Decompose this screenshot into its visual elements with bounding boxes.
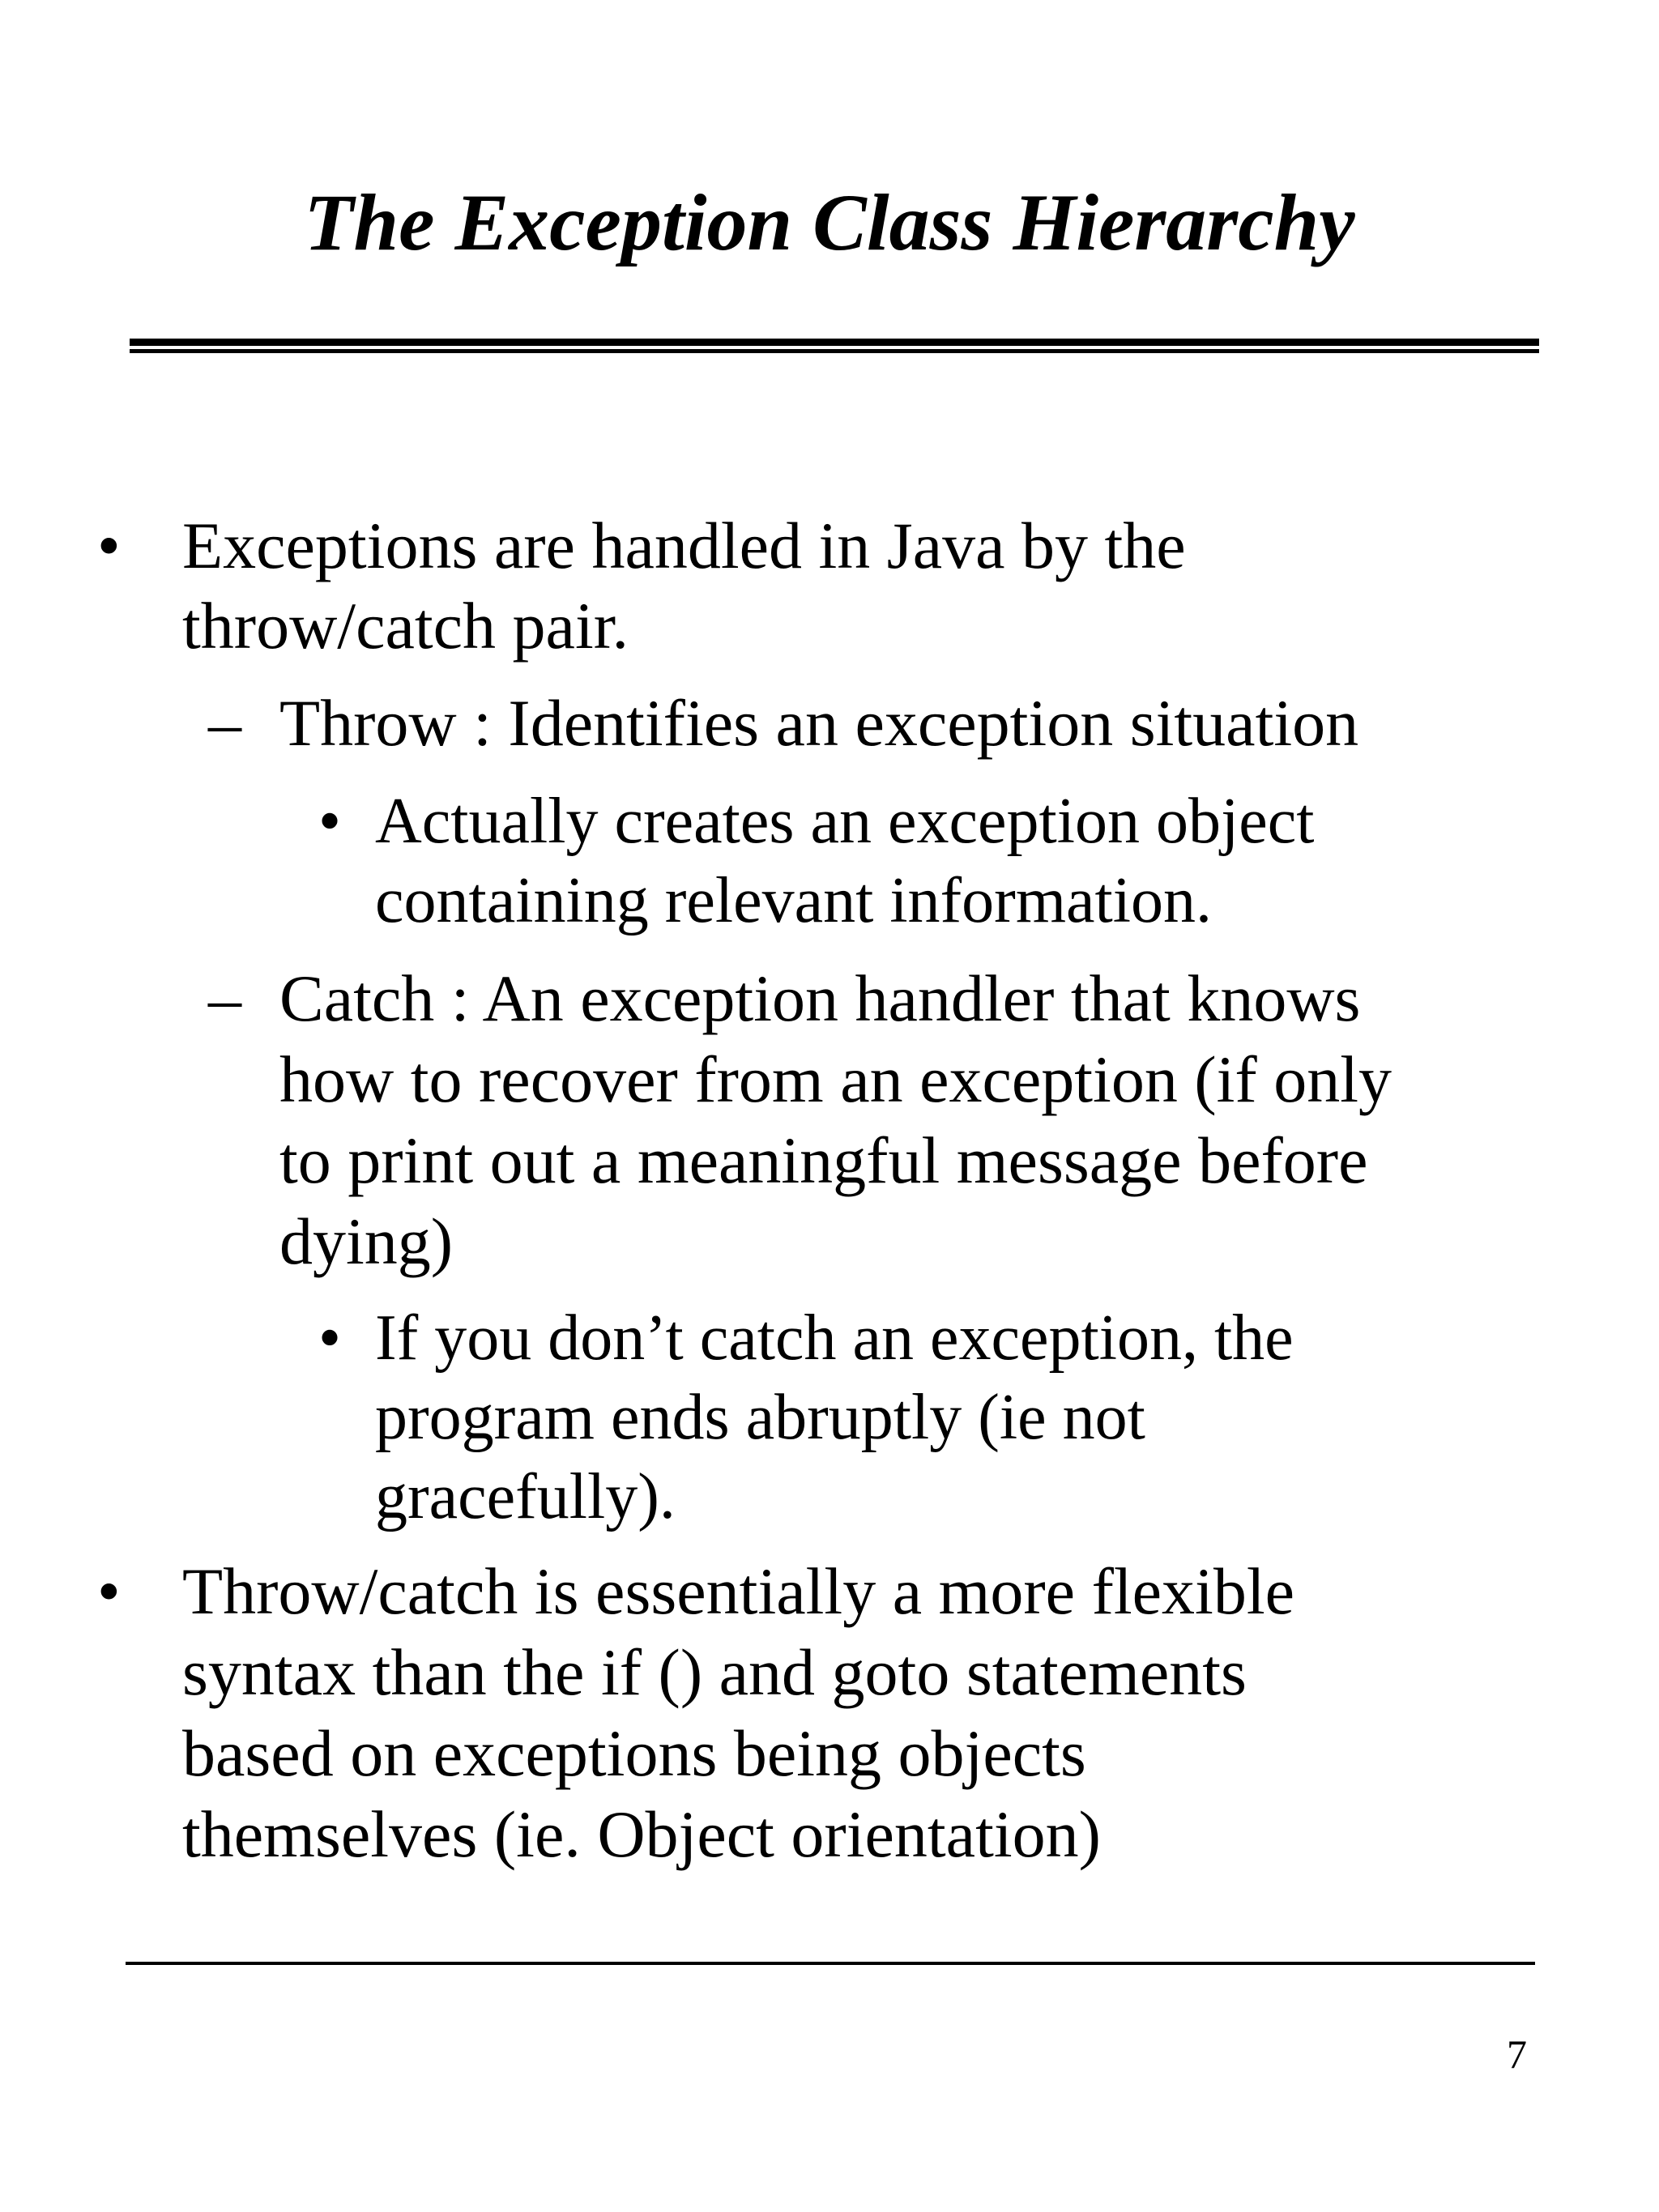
title-rule-thin <box>130 349 1539 353</box>
bullet-text-line: Throw/catch is essentially a more flexible <box>182 1554 1295 1628</box>
bullet-marker: • <box>318 786 342 857</box>
sub-sub-bullet-text-line: Actually creates an exception object <box>375 786 1315 857</box>
sub-bullet-text-line: Throw : Identifies an exception situation <box>279 686 1359 760</box>
bullet-text-line: syntax than the if () and goto statements <box>182 1635 1247 1709</box>
bullet-marker: • <box>318 1302 342 1374</box>
dash-marker: – <box>208 686 241 760</box>
bullet-text-line: based on exceptions being objects <box>182 1716 1086 1790</box>
sub-sub-bullet-text-line: gracefully). <box>375 1461 676 1532</box>
sub-bullet-text-line: Catch : An exception handler that knows <box>279 961 1361 1035</box>
bullet-marker: • <box>97 1554 121 1628</box>
bullet-marker: • <box>97 509 121 582</box>
sub-sub-bullet-text-line: If you don’t catch an exception, the <box>375 1302 1294 1374</box>
sub-sub-bullet-text-line: containing relevant information. <box>375 865 1213 936</box>
bullet-text-line: themselves (ie. Object orientation) <box>182 1797 1101 1871</box>
dash-marker: – <box>208 961 241 1035</box>
footer-rule <box>126 1962 1535 1965</box>
sub-sub-bullet-text-line: program ends abruptly (ie not <box>375 1382 1145 1453</box>
page-number: 7 <box>1507 2031 1527 2077</box>
sub-bullet-text-line: to print out a meaningful message before <box>279 1123 1368 1197</box>
slide-title: The Exception Class Hierarchy <box>304 177 1355 267</box>
title-rule-thick <box>130 339 1539 346</box>
bullet-text-line: throw/catch pair. <box>182 589 629 663</box>
sub-bullet-text-line: how to recover from an exception (if only <box>279 1042 1392 1116</box>
sub-bullet-text-line: dying) <box>279 1204 454 1278</box>
bullet-text-line: Exceptions are handled in Java by the <box>182 509 1186 582</box>
